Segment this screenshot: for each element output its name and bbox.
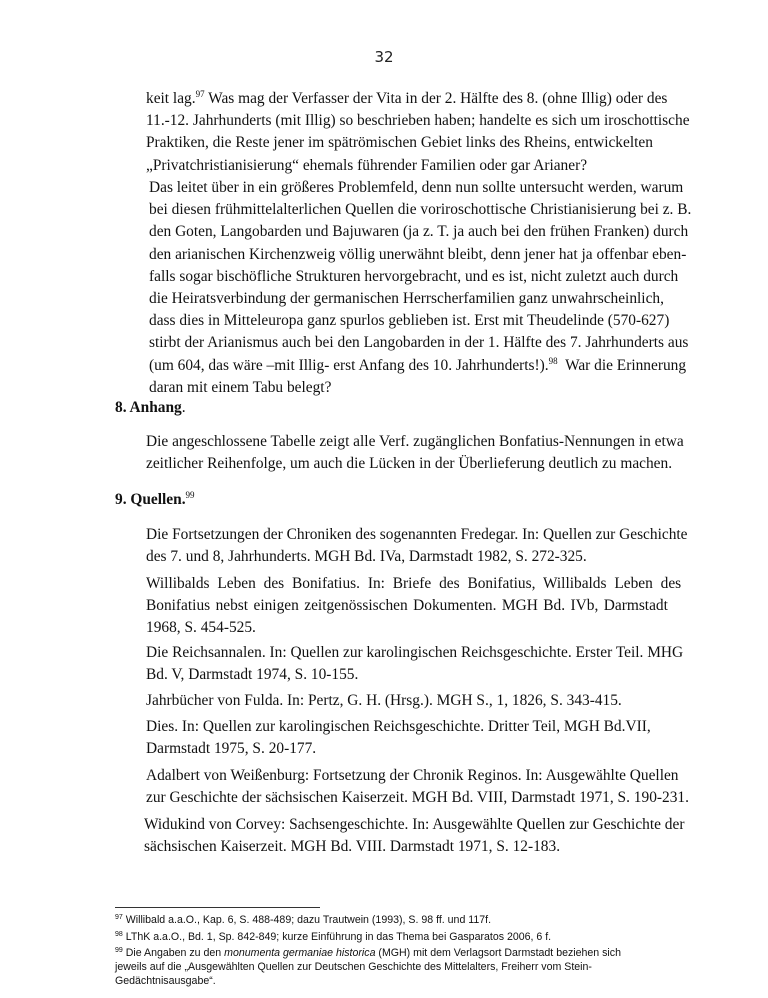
text-line: Widukind von Corvey: Sachsengeschichte. In: Ausgewählte Quellen zur Geschichte der <box>144 816 685 833</box>
footnote-ref[interactable]: 99 <box>185 490 195 500</box>
text-line: falls sogar bischöfliche Strukturen hervorgebracht, und es ist, nicht zuletzt auch durch <box>149 267 679 285</box>
text-line: den Goten, Langobarden und Bajuwaren (ja z. T. ja auch bei den frühen Franken) durch <box>149 223 689 241</box>
text-line: Jahrbücher von Fulda. In: Pertz, G. H. (Hrsg.). MGH S., 1, 1826, S. 343-415. <box>146 692 622 709</box>
footnote-line: jeweils auf die „Ausgewählten Quellen zur Deutschen Geschichte des Mittelalters, Freiherr vom Stein- <box>115 961 592 974</box>
source-entry <box>144 814 704 858</box>
footnote-text: LThK a.a.O., Bd. 1, Sp. 842-849; kurze Einführung in das Thema bei Gasparatos 2006, 6 f. <box>125 931 552 943</box>
footnote-97 <box>115 913 705 927</box>
page-number: 32 <box>374 48 394 66</box>
text-line: Das leitet über in ein größeres Problemfeld, denn nun sollte untersucht werden, warum <box>149 179 684 196</box>
text-line: Darmstadt 1975, S. 20-177. <box>146 740 317 758</box>
text-line: (um 604, das wäre –mit Illig- erst Anfang des 10. Jahrhunderts!).$^{98}$ War die Erinnerung <box>149 355 687 374</box>
source-entry <box>146 765 706 809</box>
text-line: bei diesen frühmittelalterlichen Quellen die voriroschottische Christianisierung bei z. B. <box>149 201 692 219</box>
text-line: Die angeschlossene Tabelle zeigt alle Verf. zugänglichen Bonfatius-Nennungen in etwa <box>146 433 684 450</box>
source-entry <box>146 690 696 712</box>
text-line: Dies. In: Quellen zur karolingischen Reichsgeschichte. Dritter Teil, MGH Bd.VII, <box>146 718 651 735</box>
section-heading-quellen: 9. Quellen.$^{99}$ <box>115 490 195 508</box>
text-line: zur Geschichte der sächsischen Kaiserzeit. MGH Bd. VIII, Darmstadt 1971, S. 190-231. <box>146 789 689 807</box>
text-line: die Heiratsverbindung der germanischen Herrscherfamilien ganz unwahrscheinlich, <box>149 290 664 308</box>
footnote-ref[interactable]: 97 <box>195 89 205 99</box>
source-entry <box>146 524 696 568</box>
text-line: des 7. und 8, Jahrhunderts. MGH Bd. IVa, Darmstadt 1982, S. 272-325. <box>146 548 587 566</box>
footnote-number: 97 <box>115 914 123 921</box>
text-line: keit lag.$^{97}$ Was mag der Verfasser der Vita in der 2. Hälfte des 8. (ohne Illig) oder des <box>146 89 668 107</box>
text-line: Praktiken, die Reste jener im spätrömischen Gebiet links des Rheins, entwickelten <box>146 134 653 152</box>
paragraph-anhang <box>146 431 706 475</box>
source-entry <box>146 716 696 760</box>
text-line: Willibalds Leben des Bonifatius. In: Briefe des Bonifatius, Willibalds Leben des <box>146 575 682 592</box>
footnote-98 <box>115 930 705 944</box>
text-line: 11.-12. Jahrhunderts (mit Illig) so beschrieben haben; handelte es sich um iroschottische <box>146 112 690 130</box>
paragraph-problem <box>149 177 709 399</box>
text-line: Adalbert von Weißenburg: Fortsetzung der Chronik Reginos. In: Ausgewählte Quellen <box>146 767 679 784</box>
text-line: Die Reichsannalen. In: Quellen zur karolingischen Reichsgeschichte. Erster Teil. MHG <box>146 644 684 661</box>
text-line: Bonifatius nebst einigen zeitgenössischen Dokumenten. MGH Bd. IVb, Darmstadt <box>146 597 668 615</box>
footnote-text: Willibald a.a.O., Kap. 6, S. 488-489; dazu Trautwein (1993), S. 98 ff. und 117f. <box>125 914 492 926</box>
footnote-99 <box>115 946 705 989</box>
footnote-line: Gedächtnisausgabe“. <box>115 975 216 988</box>
text-line: stirbt der Arianismus auch bei den Langobarden in der 1. Hälfte des 7. Jahrhunderts aus <box>149 334 689 352</box>
text-line: Bd. V, Darmstadt 1974, S. 10-155. <box>146 666 359 684</box>
paragraph-vita <box>146 88 706 177</box>
text-line: den arianischen Kirchenzweig völlig unerwähnt bleibt, denn jener hat ja offenbar eben- <box>149 245 687 263</box>
footnote-number: 98 <box>115 931 123 938</box>
source-entry <box>146 573 696 640</box>
footnote-number: 99 <box>115 947 123 954</box>
text-line: sächsischen Kaiserzeit. MGH Bd. VIII. Darmstadt 1971, S. 12-183. <box>144 838 561 856</box>
text-line: Die Fortsetzungen der Chroniken des sogenannten Fredegar. In: Quellen zur Geschichte <box>146 526 688 543</box>
footnote-ref[interactable]: 98 <box>548 355 558 366</box>
text-line: zeitlicher Reihenfolge, um auch die Lücken in der Überlieferung deutlich zu machen. <box>146 455 673 473</box>
text-line: dass dies in Mitteleuropa ganz spurlos geblieben ist. Erst mit Theudelinde (570-627) <box>149 312 670 330</box>
text-line: daran mit einem Tabu belegt? <box>149 378 332 396</box>
footnote-separator <box>115 907 320 908</box>
text-line: 1968, S. 454-525. <box>146 619 256 637</box>
source-entry <box>146 642 696 686</box>
section-heading-anhang: 8. Anhang. <box>115 399 186 416</box>
footnote-line: $^{99}$ Die Angaben zu den monumenta germaniae historica (MGH) mit dem Verlagsort Darmstadt beziehen sich <box>115 947 621 959</box>
text-line: „Privatchristianisierung“ ehemals führender Familien oder gar Arianer? <box>146 156 588 174</box>
